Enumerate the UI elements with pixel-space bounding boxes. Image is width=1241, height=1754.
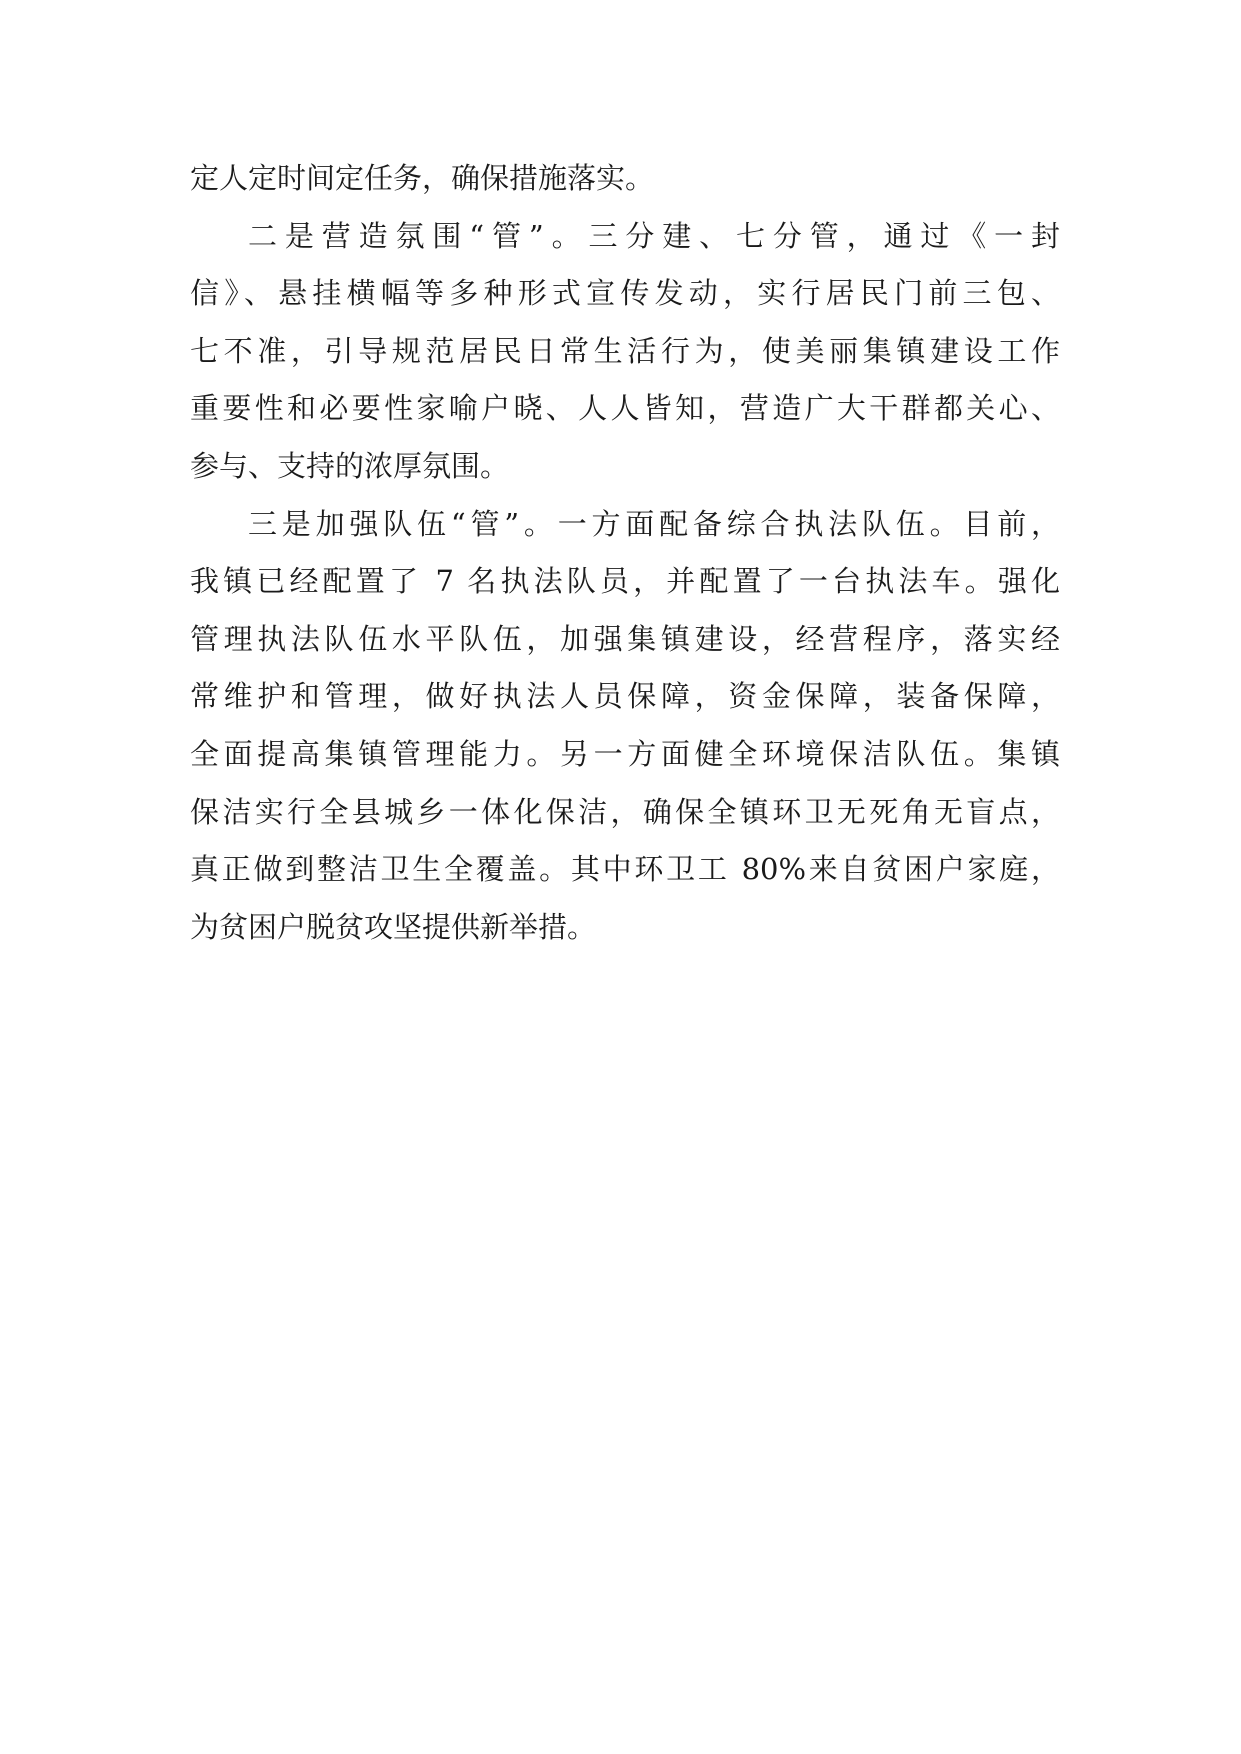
text-line: 信》、悬挂横幅等多种形式宣传发动，实行居民门前三包、 [190,276,1060,311]
text-line: 三是加强队伍“管”。一方面配备综合执法队伍。目前， [248,506,1060,541]
text-line: 为贫困户脱贫攻坚提供新举措。 [190,909,597,944]
text-line: 常维护和管理，做好执法人员保障，资金保障，装备保障， [190,679,1060,714]
text-line: 管理执法队伍水平队伍，加强集镇建设，经营程序，落实经 [190,621,1060,656]
text-line: 定人定时间定任务，确保措施落实。 [190,161,655,195]
paragraph-atmosphere [190,208,1060,496]
body-text [190,150,1060,956]
text-line: 保洁实行全县城乡一体化保洁，确保全镇环卫无死角无盲点， [190,794,1060,829]
text-line: 我镇已经配置了 7 名执法队员，并配置了一台执法车。强化 [190,564,1060,599]
text-line: 全面提高集镇管理能力。另一方面健全环境保洁队伍。集镇 [190,736,1060,771]
text-line: 二是营造氛围“管”。三分建、七分管，通过《一封 [248,218,1060,253]
text-line: 七不准，引导规范居民日常生活行为，使美丽集镇建设工作 [190,333,1060,368]
text-line: 重要性和必要性家喻户晓、人人皆知，营造广大干群都关心、 [190,391,1060,426]
paragraph-continuation [190,150,1060,208]
text-line: 真正做到整洁卫生全覆盖。其中环卫工 80%来自贫困户家庭， [190,852,1060,887]
text-line: 参与、支持的浓厚氛围。 [190,448,510,483]
paragraph-team [190,496,1060,957]
